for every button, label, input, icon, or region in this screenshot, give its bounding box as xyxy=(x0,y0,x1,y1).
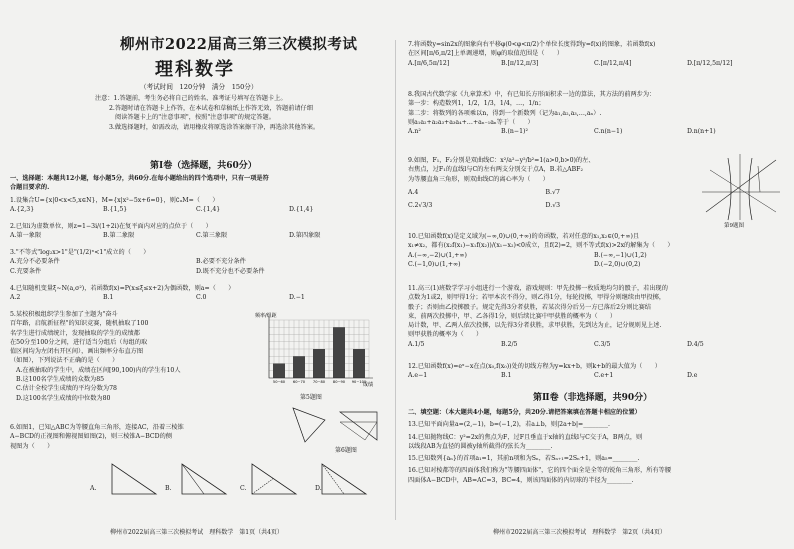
subject-title: 理科数学 xyxy=(155,59,235,80)
question-stem: 右焦点，过F₁的直线l与C的左右两支分别交于点A，B.若△ABF₂ xyxy=(408,166,583,174)
note-line: 3.做选择题时，如需改动，请用橡皮将原选涂答案擦干净，再选涂其他答案。 xyxy=(109,123,320,131)
option: A.e−1 xyxy=(408,372,428,380)
option: B.第二象限 xyxy=(103,232,135,240)
note-line: 阅读答题卡上的"注意事项"，按照"注意事项"的规定答题。 xyxy=(115,114,275,122)
option: A.2 xyxy=(10,294,21,302)
part1-heading: 第Ⅰ卷（选择题，共60分） xyxy=(150,161,257,171)
option: A.在被抽取的学生中，成绩在区间[90,100)内的学生有10人 xyxy=(16,366,181,374)
question-14: 以线段AB为直径的圆被y轴所截得的弦长为________. xyxy=(408,442,553,450)
x-tick-label: 80~90 xyxy=(332,380,346,384)
question-14: 14.已知抛物线C：y²=2x的焦点为F，过F且垂直于x轴的直线l与C交于A，B两点，则 xyxy=(408,433,643,441)
question-9 xyxy=(408,156,683,210)
question-stem: x₁≠x₂，都有(x₂f(x₁)−x₁f(x₂))/(x₁−x₂)<0成立，且f(2)=2，则不等式f(x)>2x的解集为（ ） xyxy=(408,242,674,250)
option: B.[π/12,π/3] xyxy=(501,59,539,67)
option: B.(−∞,−1)∪(1,2) xyxy=(594,251,647,259)
option: B.必要不充分条件 xyxy=(196,258,246,266)
option: C.0 xyxy=(196,294,207,302)
intro-line: 一、选择题：本题共12小题，每小题5分，共60分.在每小题给出的四个选项中，只有一项是符 xyxy=(10,175,269,182)
question-stem: 7.将函数y=sin2x的图象向右平移φ(0<φ<π/2)个单位长度得到y=f(x)的图象，若函数f(x) xyxy=(408,41,656,48)
question-8 xyxy=(408,90,780,136)
hyperbola-left-branch xyxy=(728,158,731,220)
question-stem: 第一步：构造数列1，1/2，1/3，1/4，…，1/n； xyxy=(408,100,545,108)
question-options xyxy=(10,267,382,276)
option: A.第一象限 xyxy=(10,232,42,240)
question-5 xyxy=(10,310,235,403)
option: B. xyxy=(165,485,172,492)
x-tick-label: 70~80 xyxy=(312,380,326,384)
question-stem: 2.已知i为虚数单位，则z=1−3i/(1+2i)在复平面内对应的点位于（ ） xyxy=(10,223,212,230)
question-options xyxy=(10,231,382,240)
question-options xyxy=(408,371,780,380)
part1-intro xyxy=(10,174,382,193)
question-stem: 则甲获胜的概率为（ ） xyxy=(408,331,483,339)
triangle-shape xyxy=(293,408,325,442)
question-stem: 骰子；否则由乙投掷骰子。规定先得3分者获胜，若某次得分后另一方已落后2分则比赛结 xyxy=(408,303,651,311)
histogram-bar xyxy=(293,356,305,378)
option: D. xyxy=(315,485,322,492)
page-footer: 柳州市2022届高三第三次模拟考试 理科数学 第1页（共4页） xyxy=(110,528,283,536)
y-axis-label: 频率/组距 xyxy=(255,313,277,319)
option: B.{1,5} xyxy=(103,206,128,214)
option: A. xyxy=(90,485,97,492)
option: A.[π/6,5π/12] xyxy=(408,59,450,67)
question-11 xyxy=(408,284,780,349)
option: A.充分不必要条件 xyxy=(10,258,60,266)
option: C.{1,4} xyxy=(196,206,221,214)
question-stem: 名学生进行成绩统计，发现抽取的学生的成绩都 xyxy=(10,329,140,337)
question-16: 四面体A−BCD中，AB=AC=3，BC=4，则该四面体的内切球的半径为________. xyxy=(408,476,634,484)
page-divider xyxy=(395,40,396,520)
histogram-bar xyxy=(353,349,365,378)
option: C.(−1,0)∪(1,+∞) xyxy=(408,260,461,268)
question-10 xyxy=(408,232,780,269)
question-options xyxy=(10,205,382,214)
option: C.估计全校学生成绩的平均分数为78 xyxy=(16,385,117,393)
question-stem: 局计数，甲、乙两人依次投掷，以先得3分者获胜，求甲获胜，先到达为止，记分规则见上述. xyxy=(408,322,662,330)
question-stem: （如图），下列说法不正确的是（ ） xyxy=(10,357,119,365)
option: C.第三象限 xyxy=(196,232,228,240)
fig6-caption: 第6题图 xyxy=(335,447,357,454)
fig6-diagram xyxy=(285,400,385,452)
note-line: 注意：1.答题前，考生务必将自己的姓名、准考证号填写在答题卡上。 xyxy=(95,95,287,102)
histogram-bar xyxy=(313,349,325,378)
x-axis-label: 成绩 xyxy=(363,382,374,388)
option: B.这100名学生成绩的众数为85 xyxy=(16,376,105,384)
option: C.e+1 xyxy=(594,372,614,380)
question-15: 15.已知数列{aₙ}的首项a₁=1，其前n项和为Sₙ，若Sₙ₊₁=2Sₙ+1，则a₅=________. xyxy=(408,455,640,463)
question-stem: 4.已知随机变量ξ~N(a,σ²)，若函数f(x)=P(x≤ξ≤x+2)为偶函数，则a=（ ） xyxy=(10,285,235,292)
fig9-caption: 第9题图 xyxy=(724,223,744,229)
question-stem: 点数为1或2，则甲得1分；若甲本次不得分，则乙得1分，每轮投掷，甲得分则继续由甲投掷， xyxy=(408,294,666,302)
histogram-plot xyxy=(269,316,373,384)
intro-line: 合题目要求的. xyxy=(10,184,50,192)
option: A.4 xyxy=(408,188,419,196)
x-tick-label: 90~100 xyxy=(351,380,367,384)
option: D.e xyxy=(687,372,698,380)
question-7 xyxy=(408,40,780,68)
option: D.{1,4} xyxy=(289,206,314,214)
option: D.既不充分也不必要条件 xyxy=(196,267,265,275)
option: D.(−2,0)∪(0,2) xyxy=(594,260,641,268)
q6-option-labels xyxy=(90,484,390,494)
question-options xyxy=(408,201,683,210)
question-options xyxy=(408,251,780,260)
exam-title: 柳州市2022届高三第三次模拟考试 xyxy=(120,36,358,53)
question-stem: 11.高三(1)班数学学习小组进行一个游戏，游戏规则：甲先投掷一枚质地均匀的骰子，若出现的 xyxy=(408,285,668,292)
notes xyxy=(95,94,380,132)
line-l xyxy=(706,160,776,212)
option: A.(−∞,−2)∪(1,+∞) xyxy=(408,251,467,259)
question-stem: 则a₁a₂+a₂a₃+a₃a₄+…+aₙ₋₁aₙ等于（ ） xyxy=(408,118,534,126)
x-tick-label: 60~70 xyxy=(292,380,306,384)
question-options xyxy=(408,260,780,269)
option: B.1 xyxy=(501,372,512,380)
question-2 xyxy=(10,222,382,241)
fill-in-section xyxy=(408,408,780,485)
question-stem: 第二步：将数列的各项乘以n，得到一个新数列（记为a₁,a₂,a₃,…,aₙ）. xyxy=(408,109,602,117)
question-stem: 10.已知函数f(x)是定义域为(−∞,0)∪(0,+∞)的奇函数，若对任意的x₁,x₂∈(0,+∞)且 xyxy=(408,233,640,240)
option: C.n(n−1) xyxy=(594,128,623,136)
note-line: 2.答题时请在答题卡上作答，在本试卷和草稿纸上作答无效，答题前请仔细 xyxy=(109,104,313,112)
exam-meta: （考试时间 120分钟 满分 150分） xyxy=(140,83,258,91)
question-6 xyxy=(10,423,230,451)
question-options xyxy=(10,257,382,266)
question-options xyxy=(408,340,780,349)
option: C.3/5 xyxy=(594,340,611,348)
option: D.第四象限 xyxy=(289,232,321,240)
question-stem: 百年路，启航新征程"的知识竞赛，随机抽取了100 xyxy=(10,320,149,328)
option: B.1 xyxy=(103,294,114,302)
question-12 xyxy=(408,362,780,381)
option: B.√7 xyxy=(545,188,560,196)
question-stem: 5.某校积极组织学生参加了主题为"奋斗 xyxy=(10,311,118,318)
question-stem: 12.已知函数f(x)=eˣ−x在点(x₀,f(x₀))处的切线方程为y=kx+b，则k+b的最大值为（ ） xyxy=(408,363,661,370)
question-stem: 1.设集合U={x|0<x<5,x∈N}，M={x|x²−5x+6=0}，则∁ᵤM=（ ） xyxy=(10,197,219,204)
option: C.充要条件 xyxy=(10,267,42,275)
question-3 xyxy=(10,248,382,276)
question-stem: 在50分至100分之间，进行适当分组后（每组的取 xyxy=(10,338,148,346)
option: C.[π/12,π/4] xyxy=(594,59,632,67)
page-right xyxy=(398,0,790,549)
hyperbola-right-branch xyxy=(749,158,752,220)
top-view xyxy=(340,422,377,440)
option: A.{2,3} xyxy=(10,206,35,214)
q6-option-figures xyxy=(100,460,390,500)
section-intro: 二、填空题：（本大题共4小题，每题5分，共20分.请把答案填在答题卡相应的位置） xyxy=(408,409,641,416)
question-13: 13.已知平面向量a=(2,−1)，b=(−1,2)，若a⊥b，则|2a+b|=________. xyxy=(408,421,610,429)
option: D.4/5 xyxy=(687,340,704,348)
dashed-edge xyxy=(293,408,305,442)
page-footer: 柳州市2022届高三第三次模拟考试 理科数学 第2页（共4页） xyxy=(493,528,666,536)
option: C.2√3/3 xyxy=(408,202,433,210)
question-stem: 束，前两次投掷中，甲、乙各得1分，则后续比赛中甲获胜的概率为（ ） xyxy=(408,312,617,320)
histogram-bar xyxy=(273,364,285,379)
histogram-bar xyxy=(333,327,345,378)
option: D.n(n+1) xyxy=(687,128,716,136)
question-options xyxy=(408,59,780,68)
fig5-caption: 第5题图 xyxy=(300,394,322,401)
question-4 xyxy=(10,284,382,303)
question-stem: A−BCD的正视图和俯视图如图(2)，则三棱锥A−BCD的侧 xyxy=(10,433,172,441)
option: A.n² xyxy=(408,128,421,136)
part2-heading: 第Ⅱ卷（非选择题，共90分） xyxy=(533,393,653,403)
question-stem: 在区间[π/6,π/2]上单调递增，则φ的取值范围是（ ） xyxy=(408,50,564,58)
segment-bf2 xyxy=(758,166,760,192)
option: D.[π/12,5π/12] xyxy=(687,59,733,67)
question-1 xyxy=(10,196,382,215)
option: C. xyxy=(240,485,247,492)
page-left xyxy=(0,0,392,549)
option: D.√3 xyxy=(545,202,561,210)
x-tick-label: 50~60 xyxy=(272,380,286,384)
question-stem: 9.如图，F₁，F₂分别是双曲线C：x²/a²−y²/b²=1(a>0,b>0)的左、 xyxy=(408,157,595,164)
option: A.1/5 xyxy=(408,340,425,348)
question-stem: 8.我国古代数学家《九章算术》中，有已知长方形面积求一边的算法，其方法的前两步为： xyxy=(408,91,656,98)
option: B.2/5 xyxy=(501,340,518,348)
question-16: 16.已知对棱都等的四面体我们称为"等腰四面体"，它的四个面全是全等的锐角三角形，所有等腰 xyxy=(408,467,672,475)
option: D.这100名学生成绩的中位数为80 xyxy=(16,394,111,402)
fig9-diagram xyxy=(698,150,783,222)
question-stem: 视图为（ ） xyxy=(10,442,54,450)
question-stem: 3."不等式"log₂x>1"是"(1/2)ˣ<1"成立的（ ） xyxy=(10,249,150,256)
question-options xyxy=(10,293,382,302)
question-stem: 值区间均为左闭右开区间），画出频率分布直方图 xyxy=(10,348,144,356)
option: B.(n−1)² xyxy=(501,128,528,136)
option: D.−1 xyxy=(289,294,305,302)
histogram-chart xyxy=(255,310,385,390)
question-stem: 6.如图1，已知△ABC为等腰直角三角形，连接AC，沿着三棱锥 xyxy=(10,424,184,431)
question-options xyxy=(408,188,683,197)
question-stem: 为等腰直角三角形，则双曲线C的离心率为（ ） xyxy=(408,175,549,183)
question-options xyxy=(408,127,780,136)
asymptote xyxy=(710,170,776,212)
